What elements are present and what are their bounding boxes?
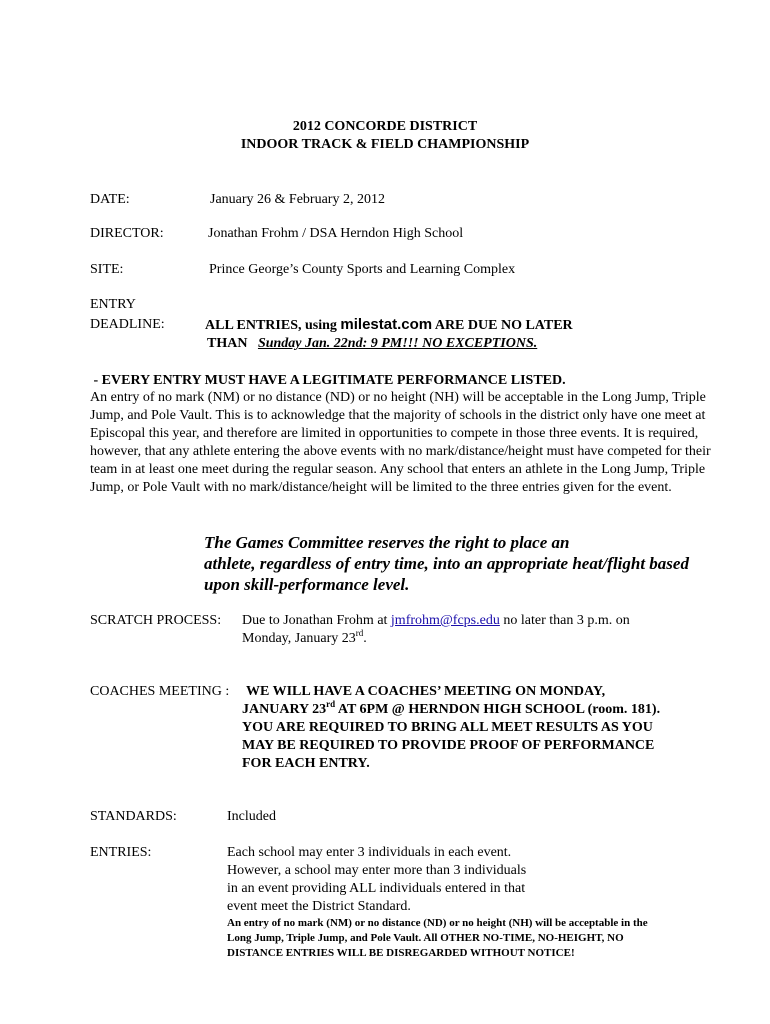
entries-label: ENTRIES: [90, 845, 152, 860]
games-committee-line-1: The Games Committee reserves the right to place an [204, 533, 570, 552]
entry-label: ENTRY [90, 297, 136, 312]
entries-line-2: However, a school may enter more than 3 individuals [227, 863, 527, 878]
director-label: DIRECTOR: [90, 226, 164, 241]
coaches-sup: rd [326, 699, 336, 709]
standards-label: STANDARDS: [90, 809, 177, 824]
scratch-line-1 [242, 613, 630, 629]
milestat-site: milestat.com [340, 316, 433, 333]
deadline-than: THAN [207, 336, 248, 351]
entries-note-2: Long Jump, Triple Jump, and Pole Vault. All OTHER NO-TIME, NO-HEIGHT, NO [227, 932, 624, 944]
deadline-date: Sunday Jan. 22nd: 9 PM!!! NO EXCEPTIONS. [257, 336, 538, 351]
email-link[interactable]: jmfrohm@fcps.edu [390, 613, 500, 628]
coaches-line-4: MAY BE REQUIRED TO PROVIDE PROOF OF PERFORMANCE [242, 738, 655, 753]
entries-line-4: event meet the District Standard. [227, 899, 411, 914]
entries-line-3: in an event providing ALL individuals entered in that [227, 881, 526, 896]
coaches-line-5: FOR EACH ENTRY. [242, 756, 370, 771]
coaches-line-3: YOU ARE REQUIRED TO BRING ALL MEET RESULTS AS YOU [242, 720, 653, 735]
legit-heading: - EVERY ENTRY MUST HAVE A LEGITIMATE PERFORMANCE LISTED. [90, 373, 566, 388]
deadline-part-2: ARE DUE NO LATER [432, 318, 573, 333]
entries-note-1: An entry of no mark (NM) or no distance (ND) or no height (NH) will be acceptable in the [227, 917, 648, 929]
entries-note-3: DISTANCE ENTRIES WILL BE DISREGARDED WITHOUT NOTICE! [227, 947, 575, 959]
coaches-line-2a: JANUARY 23 [242, 702, 327, 717]
scratch-post: no later than 3 p.m. on [499, 613, 630, 628]
scratch-line-2 [242, 628, 367, 647]
date-value: January 26 & February 2, 2012 [210, 192, 385, 207]
coaches-line-1: WE WILL HAVE A COACHES’ MEETING ON MONDAY, [246, 684, 606, 699]
scratch-date: Monday, January 23 [242, 631, 356, 646]
standards-value: Included [227, 809, 276, 824]
entries-line-1: Each school may enter 3 individuals in each event. [227, 845, 512, 860]
legit-body: An entry of no mark (NM) or no distance (ND) or no height (NH) will be acceptable in the Long Jump, Triple Jump, and Pole Vault. This is to acknowledge that the majority of schools in the district only have one meet at Episcopal this year, and therefore are limited in opportunities to compete in those three events. It is required, however, that any athlete entering the above events with no mark/distance/height must have competed for their team in at least one meet during the regular season. Any school that enters an athlete in the Long Jump, Triple Jump, or Pole Vault with no mark/distance/height will be limited to the three entries given for the event. [90, 390, 711, 495]
scratch-end: . [363, 631, 367, 646]
date-label: DATE: [90, 192, 130, 207]
coaches-line-2 [242, 699, 661, 718]
deadline-part-1: ALL ENTRIES, using [205, 318, 341, 333]
deadline-line-1 [205, 316, 573, 334]
games-committee-line-2: athlete, regardless of entry time, into an appropriate heat/flight based [204, 554, 689, 573]
site-label: SITE: [90, 262, 124, 277]
scratch-pre: Due to Jonathan Frohm at [242, 613, 391, 628]
title-line-2: INDOOR TRACK & FIELD CHAMPIONSHIP [240, 137, 530, 152]
coaches-label: COACHES MEETING : [90, 684, 233, 699]
deadline-line-2 [207, 336, 537, 352]
games-committee-line-3: upon skill-performance level. [204, 575, 410, 594]
director-value: Jonathan Frohm / DSA Herndon High School [208, 226, 464, 241]
scratch-label: SCRATCH PROCESS: [90, 613, 222, 628]
title-line-1: 2012 CONCORDE DISTRICT [292, 119, 478, 134]
scratch-sup: rd [355, 628, 364, 638]
site-value: Prince George’s County Sports and Learning Complex [209, 262, 516, 277]
coaches-line-2b: AT 6PM @ HERNDON HIGH SCHOOL (room. 181). [335, 702, 661, 717]
deadline-label: DEADLINE: [90, 317, 165, 332]
